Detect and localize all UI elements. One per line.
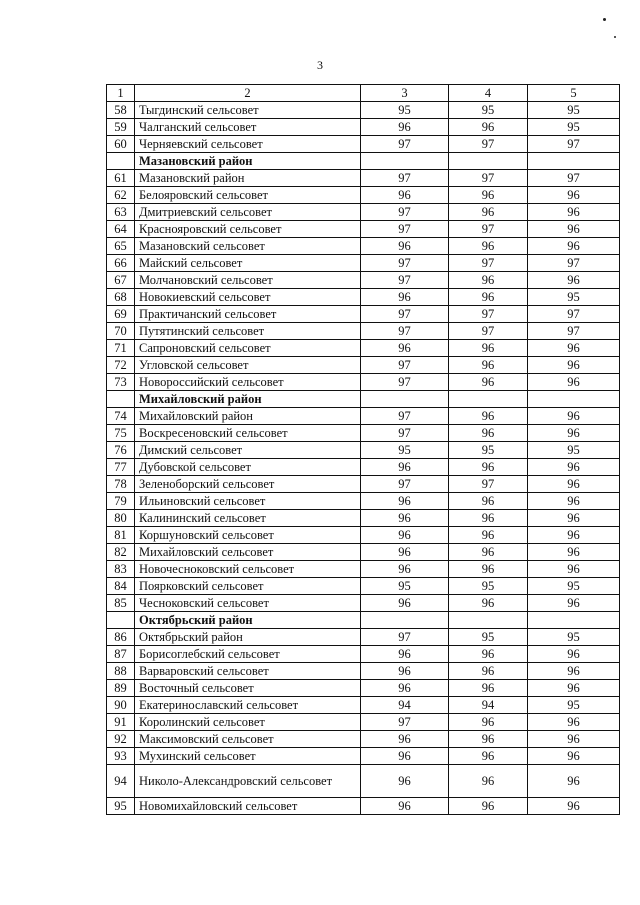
- value-cell-v4: 96: [449, 374, 528, 391]
- table-row: [107, 442, 620, 459]
- value-cell-v5: 96: [528, 798, 620, 815]
- value-cell-v3: 96: [361, 646, 449, 663]
- value-cell-v4: 97: [449, 476, 528, 493]
- table-row: [107, 578, 620, 595]
- value-cell-v3: 97: [361, 136, 449, 153]
- table-row: [107, 374, 620, 391]
- settlement-name: Мазановский сельсовет: [135, 238, 361, 255]
- value-cell-v4: 96: [449, 798, 528, 815]
- scan-speck: [614, 36, 616, 38]
- value-cell-v5: 96: [528, 680, 620, 697]
- value-cell-v4: 96: [449, 289, 528, 306]
- value-cell-v5: 97: [528, 306, 620, 323]
- row-number-cell: [107, 391, 135, 408]
- settlement-name: Молчановский сельсовет: [135, 272, 361, 289]
- settlement-name: Практичанский сельсовет: [135, 306, 361, 323]
- row-number: 69: [107, 306, 135, 323]
- row-number: 90: [107, 697, 135, 714]
- settlement-name: Воскресеновский сельсовет: [135, 425, 361, 442]
- value-cell-v3: 96: [361, 119, 449, 136]
- table-body: [107, 85, 620, 815]
- value-cell-v5: 96: [528, 646, 620, 663]
- settlement-name: Чалганский сельсовет: [135, 119, 361, 136]
- table-row: [107, 544, 620, 561]
- settlement-name: Димский сельсовет: [135, 442, 361, 459]
- settlement-name: Новокиевский сельсовет: [135, 289, 361, 306]
- value-cell-v5: 96: [528, 663, 620, 680]
- value-cell-v5: 95: [528, 697, 620, 714]
- value-cell-v4: 96: [449, 238, 528, 255]
- value-cell-v3: 96: [361, 510, 449, 527]
- value-cell-v5: 96: [528, 204, 620, 221]
- value-cell-v5: 97: [528, 170, 620, 187]
- value-cell-v3: 96: [361, 187, 449, 204]
- value-cell-v5: 96: [528, 748, 620, 765]
- table-row: [107, 425, 620, 442]
- value-cell-v3: 96: [361, 595, 449, 612]
- row-number: 65: [107, 238, 135, 255]
- row-number: 77: [107, 459, 135, 476]
- value-cell-v3: 97: [361, 425, 449, 442]
- row-number: 60: [107, 136, 135, 153]
- value-cell-v4: 97: [449, 136, 528, 153]
- value-cell-v3: 97: [361, 374, 449, 391]
- value-cell-v5: 95: [528, 442, 620, 459]
- empty-cell: [528, 391, 620, 408]
- value-cell-v4: 96: [449, 595, 528, 612]
- district-name: Октябрьский район: [135, 612, 361, 629]
- value-cell-v4: 95: [449, 629, 528, 646]
- row-number: 70: [107, 323, 135, 340]
- value-cell-v3: 96: [361, 289, 449, 306]
- value-cell-v4: 97: [449, 306, 528, 323]
- value-cell-v5: 96: [528, 714, 620, 731]
- row-number: 78: [107, 476, 135, 493]
- row-number: 58: [107, 102, 135, 119]
- value-cell-v3: 97: [361, 306, 449, 323]
- value-cell-v3: 96: [361, 561, 449, 578]
- row-number: 67: [107, 272, 135, 289]
- table-row: [107, 119, 620, 136]
- value-cell-v3: 96: [361, 765, 449, 798]
- settlement-name: Майский сельсовет: [135, 255, 361, 272]
- table-row: [107, 357, 620, 374]
- value-cell-v3: 94: [361, 697, 449, 714]
- value-cell-v4: 97: [449, 170, 528, 187]
- value-cell-v5: 96: [528, 527, 620, 544]
- table-row: [107, 221, 620, 238]
- value-cell-v4: 96: [449, 272, 528, 289]
- row-number: 73: [107, 374, 135, 391]
- value-cell-v5: 96: [528, 595, 620, 612]
- table-row: [107, 204, 620, 221]
- value-cell-v4: 96: [449, 544, 528, 561]
- empty-cell: [449, 391, 528, 408]
- settlement-name: Сапроновский сельсовет: [135, 340, 361, 357]
- settlement-name: Восточный сельсовет: [135, 680, 361, 697]
- settlement-name: Калининский сельсовет: [135, 510, 361, 527]
- value-cell-v5: 96: [528, 765, 620, 798]
- row-number: 62: [107, 187, 135, 204]
- value-cell-v3: 97: [361, 357, 449, 374]
- value-cell-v5: 96: [528, 561, 620, 578]
- value-cell-v3: 97: [361, 255, 449, 272]
- value-cell-v5: 96: [528, 476, 620, 493]
- value-cell-v5: 96: [528, 544, 620, 561]
- empty-cell: [528, 612, 620, 629]
- table-row: [107, 595, 620, 612]
- empty-cell: [361, 612, 449, 629]
- value-cell-v4: 96: [449, 663, 528, 680]
- settlement-name: Варваровский сельсовет: [135, 663, 361, 680]
- settlement-name: Октябрьский район: [135, 629, 361, 646]
- value-cell-v5: 97: [528, 255, 620, 272]
- table-row: [107, 476, 620, 493]
- value-cell-v4: 95: [449, 102, 528, 119]
- value-cell-v5: 96: [528, 340, 620, 357]
- table-row: [107, 323, 620, 340]
- value-cell-v3: 96: [361, 459, 449, 476]
- row-number: 68: [107, 289, 135, 306]
- row-number: 95: [107, 798, 135, 815]
- value-cell-v4: 96: [449, 748, 528, 765]
- value-cell-v3: 96: [361, 340, 449, 357]
- row-number: 94: [107, 765, 135, 798]
- value-cell-v4: 97: [449, 221, 528, 238]
- row-number: 76: [107, 442, 135, 459]
- row-number: 93: [107, 748, 135, 765]
- settlement-name: Мухинский сельсовет: [135, 748, 361, 765]
- district-heading-row: [107, 391, 620, 408]
- row-number: 89: [107, 680, 135, 697]
- row-number: 88: [107, 663, 135, 680]
- empty-cell: [528, 153, 620, 170]
- value-cell-v3: 96: [361, 238, 449, 255]
- table-row: [107, 748, 620, 765]
- row-number: 82: [107, 544, 135, 561]
- settlement-name: Дмитриевский сельсовет: [135, 204, 361, 221]
- value-cell-v5: 96: [528, 408, 620, 425]
- row-number: 63: [107, 204, 135, 221]
- table-row: [107, 255, 620, 272]
- table-row: [107, 629, 620, 646]
- row-number: 61: [107, 170, 135, 187]
- table-row: [107, 408, 620, 425]
- table-row: [107, 136, 620, 153]
- settlement-name: Михайловский сельсовет: [135, 544, 361, 561]
- value-cell-v4: 96: [449, 408, 528, 425]
- settlement-name: Краснояровский сельсовет: [135, 221, 361, 238]
- row-number: 71: [107, 340, 135, 357]
- value-cell-v5: 96: [528, 510, 620, 527]
- value-cell-v5: 96: [528, 731, 620, 748]
- table-row: [107, 663, 620, 680]
- settlement-name: Дубовской сельсовет: [135, 459, 361, 476]
- settlement-name: Чесноковский сельсовет: [135, 595, 361, 612]
- empty-cell: [449, 612, 528, 629]
- value-cell-v5: 96: [528, 272, 620, 289]
- value-cell-v5: 96: [528, 238, 620, 255]
- value-cell-v4: 97: [449, 323, 528, 340]
- settlement-name: Поярковский сельсовет: [135, 578, 361, 595]
- value-cell-v3: 95: [361, 578, 449, 595]
- table-row: [107, 170, 620, 187]
- value-cell-v3: 96: [361, 680, 449, 697]
- value-cell-v5: 96: [528, 374, 620, 391]
- value-cell-v5: 95: [528, 289, 620, 306]
- value-cell-v5: 96: [528, 425, 620, 442]
- row-number: 86: [107, 629, 135, 646]
- table-header-row: [107, 85, 620, 102]
- row-number: 83: [107, 561, 135, 578]
- table-row: [107, 765, 620, 798]
- value-cell-v4: 96: [449, 187, 528, 204]
- settlement-name: Ильиновский сельсовет: [135, 493, 361, 510]
- row-number: 72: [107, 357, 135, 374]
- settlement-name: Путятинский сельсовет: [135, 323, 361, 340]
- value-cell-v3: 97: [361, 408, 449, 425]
- settlement-name: Новочесноковский сельсовет: [135, 561, 361, 578]
- value-cell-v5: 96: [528, 459, 620, 476]
- value-cell-v4: 96: [449, 357, 528, 374]
- value-cell-v5: 95: [528, 102, 620, 119]
- row-number: 92: [107, 731, 135, 748]
- value-cell-v4: 96: [449, 714, 528, 731]
- value-cell-v4: 96: [449, 459, 528, 476]
- table-row: [107, 510, 620, 527]
- value-cell-v3: 96: [361, 544, 449, 561]
- value-cell-v3: 97: [361, 272, 449, 289]
- settlement-name: Белояровский сельсовет: [135, 187, 361, 204]
- row-number: 59: [107, 119, 135, 136]
- value-cell-v4: 94: [449, 697, 528, 714]
- district-heading-row: [107, 612, 620, 629]
- district-name: Мазановский район: [135, 153, 361, 170]
- column-header: 4: [449, 85, 528, 102]
- row-number: 81: [107, 527, 135, 544]
- value-cell-v4: 96: [449, 510, 528, 527]
- settlement-name: Коршуновский сельсовет: [135, 527, 361, 544]
- page-number: 3: [317, 58, 323, 72]
- value-cell-v5: 95: [528, 119, 620, 136]
- settlement-name: Тыгдинский сельсовет: [135, 102, 361, 119]
- value-cell-v4: 96: [449, 731, 528, 748]
- value-cell-v4: 96: [449, 765, 528, 798]
- row-number-cell: [107, 153, 135, 170]
- value-cell-v4: 96: [449, 646, 528, 663]
- column-header: 3: [361, 85, 449, 102]
- district-name: Михайловский район: [135, 391, 361, 408]
- value-cell-v3: 96: [361, 527, 449, 544]
- value-cell-v3: 97: [361, 204, 449, 221]
- value-cell-v3: 96: [361, 493, 449, 510]
- value-cell-v3: 97: [361, 323, 449, 340]
- settlement-name: Борисоглебский сельсовет: [135, 646, 361, 663]
- row-number-cell: [107, 612, 135, 629]
- row-number: 87: [107, 646, 135, 663]
- value-cell-v4: 97: [449, 255, 528, 272]
- value-cell-v4: 96: [449, 561, 528, 578]
- settlement-name: Королинский сельсовет: [135, 714, 361, 731]
- settlement-name: Михайловский район: [135, 408, 361, 425]
- table-row: [107, 731, 620, 748]
- value-cell-v4: 96: [449, 204, 528, 221]
- settlement-name: Екатеринославский сельсовет: [135, 697, 361, 714]
- settlement-name: Максимовский сельсовет: [135, 731, 361, 748]
- value-cell-v3: 97: [361, 714, 449, 731]
- value-cell-v4: 96: [449, 493, 528, 510]
- value-cell-v5: 96: [528, 221, 620, 238]
- value-cell-v3: 97: [361, 221, 449, 238]
- empty-cell: [449, 153, 528, 170]
- settlement-name: Мазановский район: [135, 170, 361, 187]
- column-header: 5: [528, 85, 620, 102]
- column-header: 1: [107, 85, 135, 102]
- value-cell-v5: 96: [528, 493, 620, 510]
- table-row: [107, 680, 620, 697]
- value-cell-v3: 97: [361, 629, 449, 646]
- empty-cell: [361, 153, 449, 170]
- scan-speck: [603, 18, 606, 21]
- value-cell-v3: 96: [361, 748, 449, 765]
- value-cell-v3: 96: [361, 663, 449, 680]
- row-number: 74: [107, 408, 135, 425]
- table-row: [107, 493, 620, 510]
- row-number: 66: [107, 255, 135, 272]
- table-row: [107, 340, 620, 357]
- district-heading-row: [107, 153, 620, 170]
- table-row: [107, 272, 620, 289]
- table-row: [107, 238, 620, 255]
- empty-cell: [361, 391, 449, 408]
- data-table: [106, 84, 620, 815]
- value-cell-v4: 96: [449, 680, 528, 697]
- table-row: [107, 646, 620, 663]
- value-cell-v3: 97: [361, 170, 449, 187]
- row-number: 85: [107, 595, 135, 612]
- value-cell-v3: 95: [361, 102, 449, 119]
- row-number: 91: [107, 714, 135, 731]
- value-cell-v3: 96: [361, 798, 449, 815]
- table-row: [107, 289, 620, 306]
- value-cell-v3: 96: [361, 731, 449, 748]
- table-row: [107, 102, 620, 119]
- value-cell-v4: 96: [449, 340, 528, 357]
- value-cell-v5: 96: [528, 187, 620, 204]
- value-cell-v5: 95: [528, 578, 620, 595]
- settlement-name: Новомихайловский сельсовет: [135, 798, 361, 815]
- value-cell-v5: 97: [528, 323, 620, 340]
- row-number: 75: [107, 425, 135, 442]
- table-row: [107, 459, 620, 476]
- value-cell-v5: 96: [528, 357, 620, 374]
- settlement-name: Новороссийский сельсовет: [135, 374, 361, 391]
- settlement-name: Николо-Александровский сельсовет: [135, 765, 361, 798]
- settlement-name: Угловской сельсовет: [135, 357, 361, 374]
- table-row: [107, 697, 620, 714]
- row-number: 80: [107, 510, 135, 527]
- value-cell-v4: 96: [449, 527, 528, 544]
- table-row: [107, 306, 620, 323]
- column-header: 2: [135, 85, 361, 102]
- value-cell-v4: 95: [449, 442, 528, 459]
- table-row: [107, 798, 620, 815]
- value-cell-v3: 95: [361, 442, 449, 459]
- row-number: 84: [107, 578, 135, 595]
- value-cell-v5: 95: [528, 629, 620, 646]
- row-number: 64: [107, 221, 135, 238]
- row-number: 79: [107, 493, 135, 510]
- value-cell-v3: 97: [361, 476, 449, 493]
- table-row: [107, 561, 620, 578]
- value-cell-v4: 96: [449, 425, 528, 442]
- settlement-name: Черняевский сельсовет: [135, 136, 361, 153]
- value-cell-v4: 96: [449, 119, 528, 136]
- value-cell-v5: 97: [528, 136, 620, 153]
- table-row: [107, 527, 620, 544]
- table-row: [107, 187, 620, 204]
- table-row: [107, 714, 620, 731]
- value-cell-v4: 95: [449, 578, 528, 595]
- settlement-name: Зеленоборский сельсовет: [135, 476, 361, 493]
